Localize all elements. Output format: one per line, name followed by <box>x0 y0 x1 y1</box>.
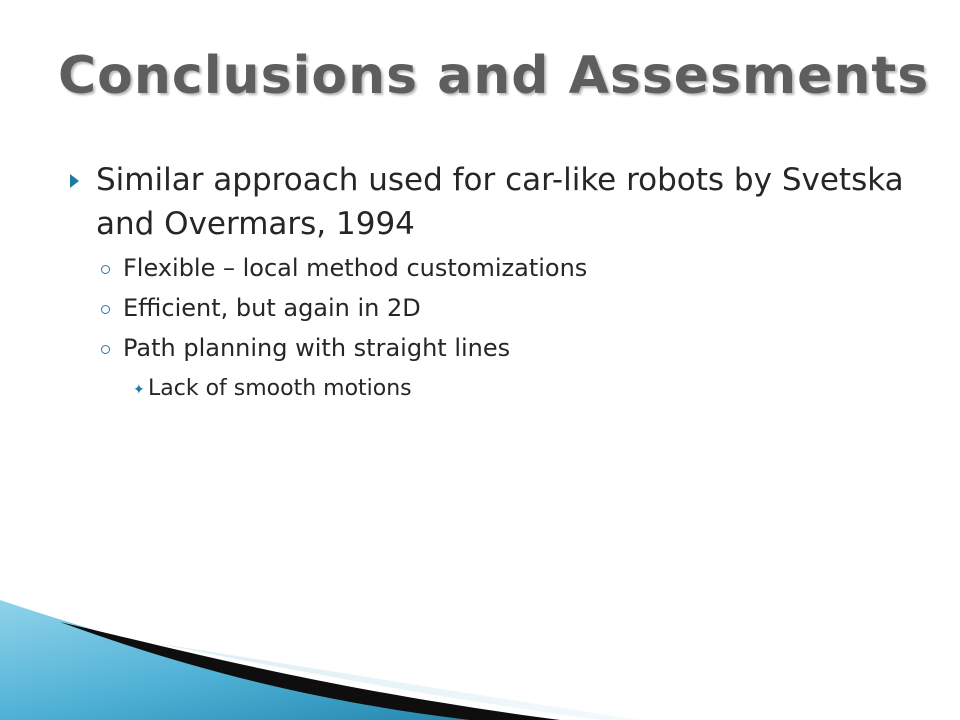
circle-bullet-icon <box>101 345 110 354</box>
bullet-level2-item: Path planning with straight lines <box>123 334 511 362</box>
bullet-level2-item: Efficient, but again in 2D <box>123 294 421 322</box>
circle-bullet-icon <box>101 305 110 314</box>
wave-blue-shape <box>0 600 560 720</box>
diamond-bullet-icon: ✦ <box>133 382 145 398</box>
bullet-level3-item: Lack of smooth motions <box>148 376 412 401</box>
circle-bullet-icon <box>101 265 110 274</box>
bullet-level1: Similar approach used for car-like robots by Svetska and Overmars, 1994 <box>96 162 904 242</box>
arrow-bullet-icon <box>70 174 79 188</box>
wave-decoration <box>0 600 960 720</box>
slide-title: Conclusions and Assesments <box>58 46 930 106</box>
bullet-level2-item: Flexible – local method customizations <box>123 254 588 282</box>
